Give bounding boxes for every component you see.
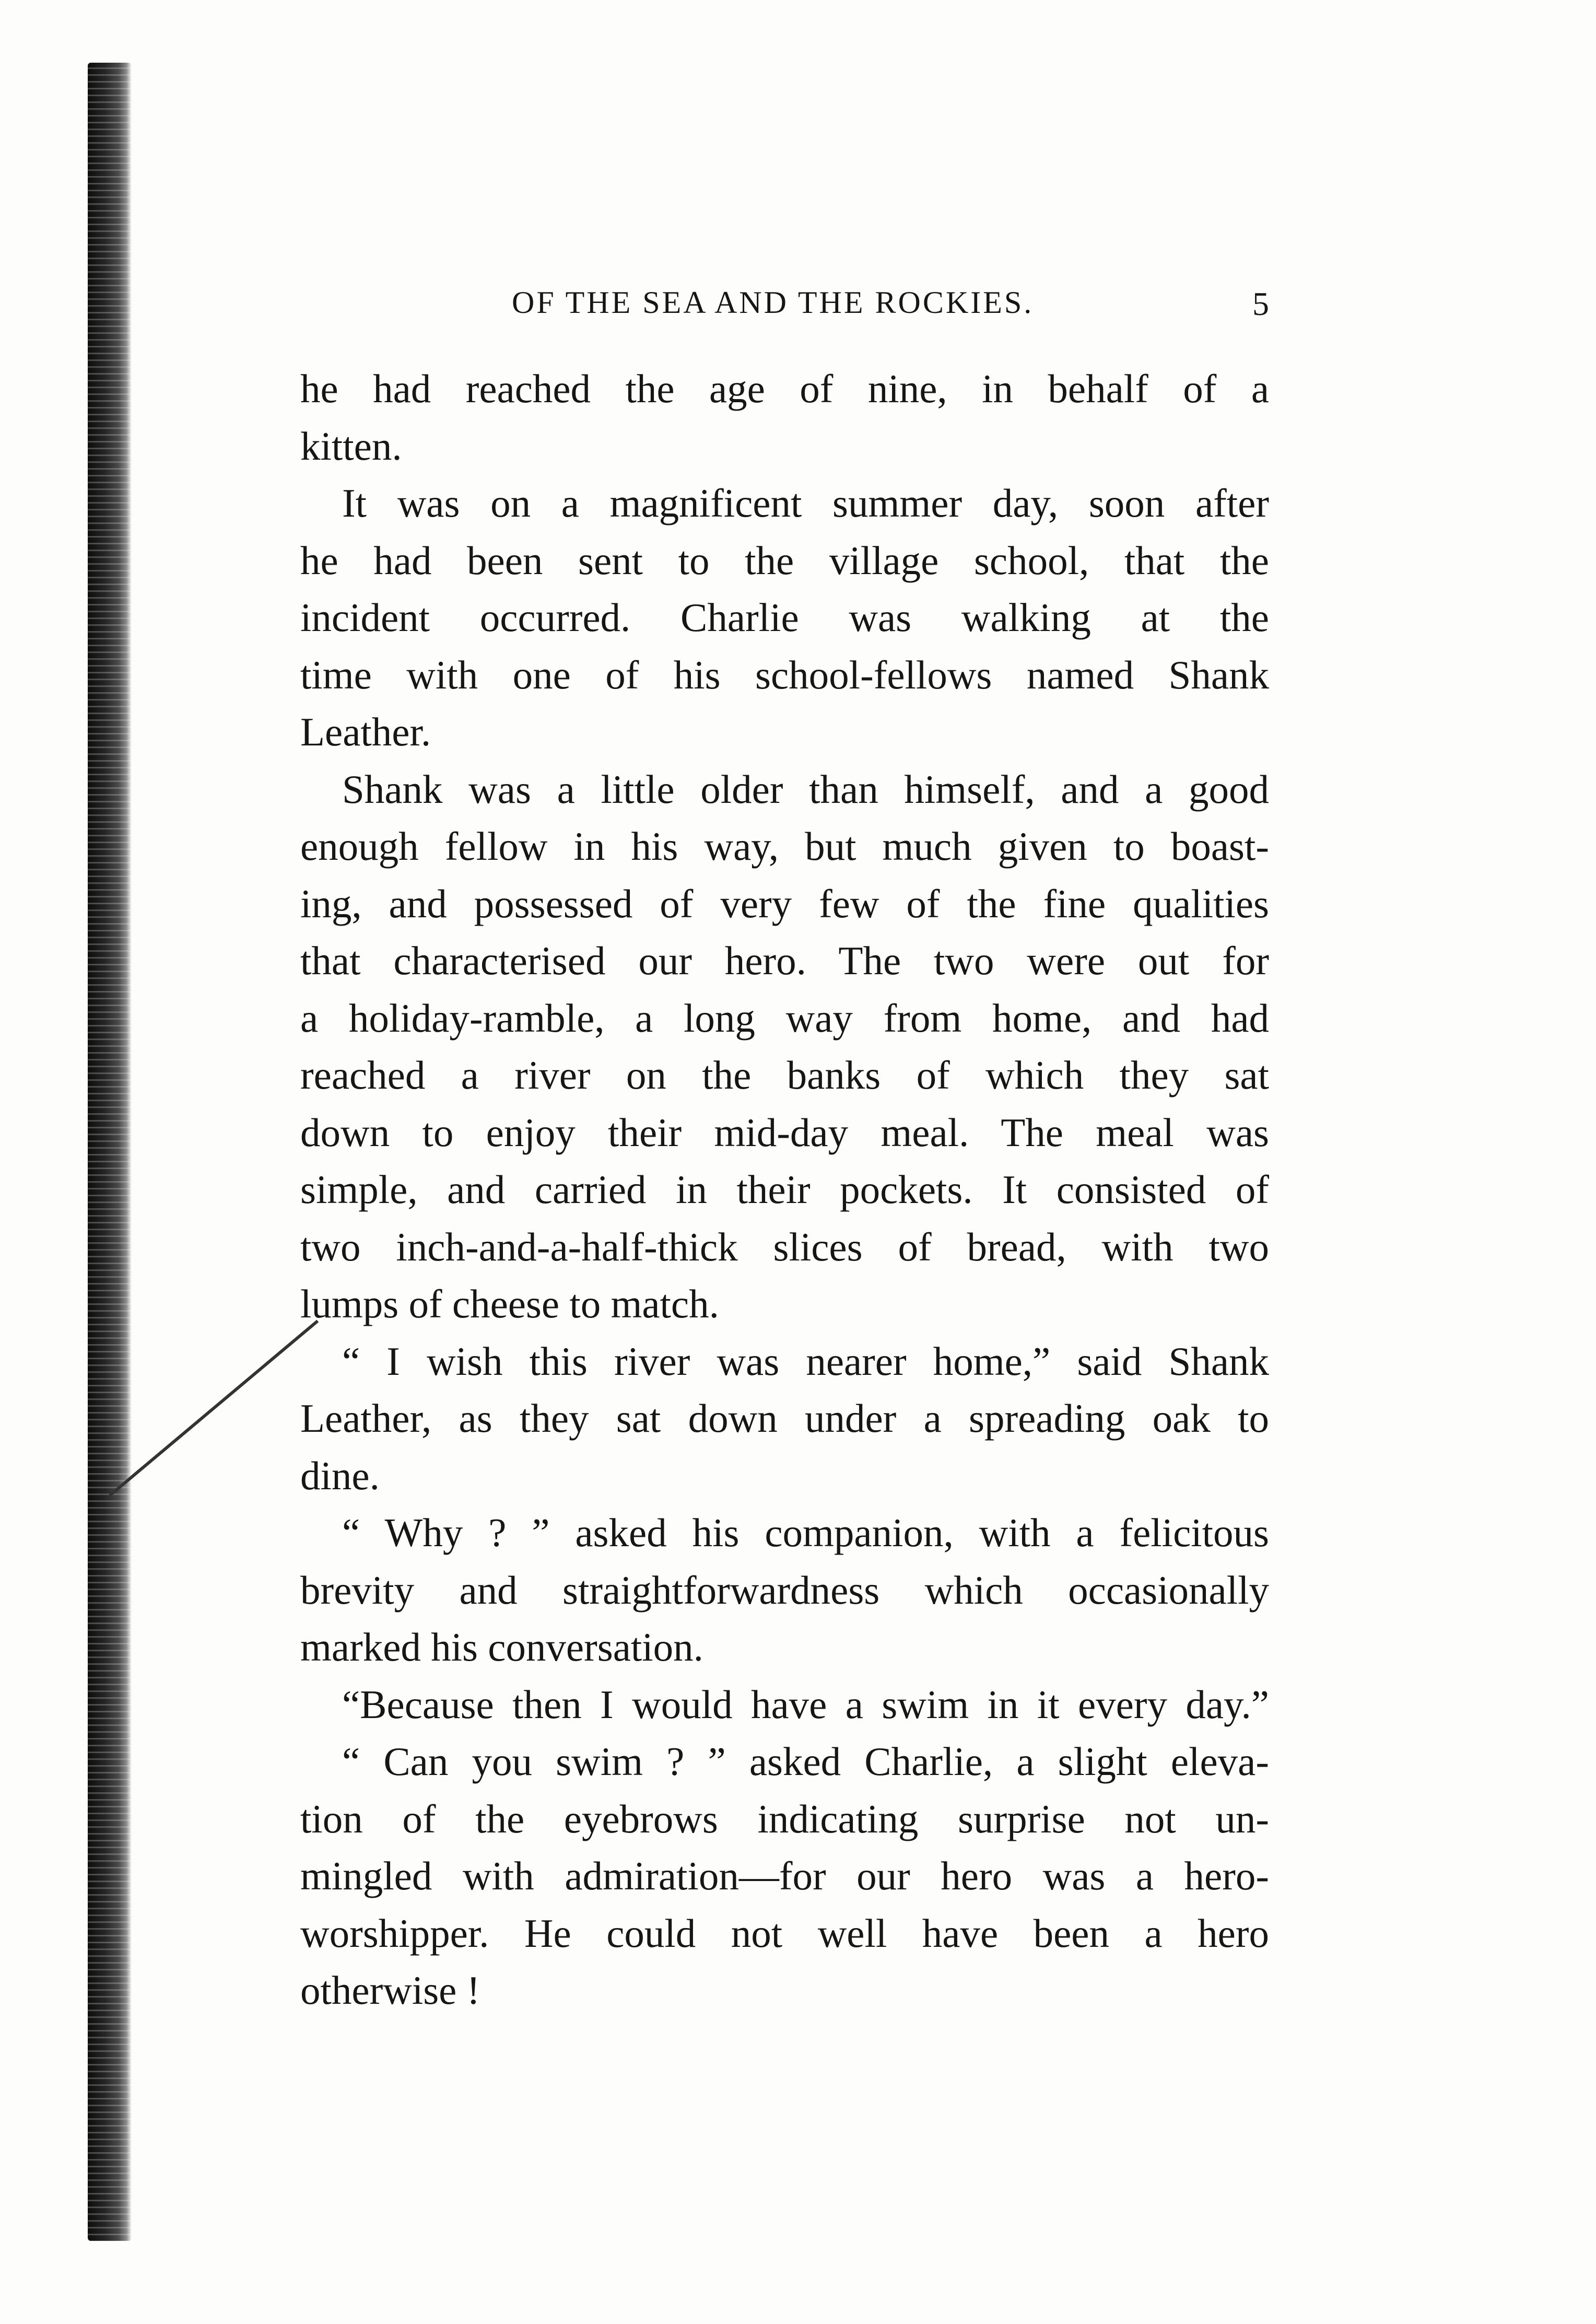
text-line: Shank was a little older than himself, and a good	[342, 766, 1269, 812]
text-line: “ I wish this river was nearer home,” said Shank	[342, 1338, 1269, 1384]
text-line: mingled with admiration—for our hero was a hero-	[300, 1853, 1269, 1898]
text-line: Leather, as they sat down under a spreading oak to	[300, 1396, 1269, 1441]
text-line: otherwise !	[300, 1968, 480, 2013]
page-header	[300, 285, 1269, 326]
text-line: tion of the eyebrows indicating surprise not un-	[300, 1796, 1269, 1841]
text-line: lumps of cheese to match.	[300, 1281, 719, 1326]
text-line: “Because then I would have a swim in it every day.”	[342, 1681, 1269, 1727]
text-line: time with one of his school-fellows named Shank	[300, 652, 1269, 697]
text-line: kitten.	[300, 423, 402, 469]
text-line: “ Why ? ” asked his companion, with a felicitous	[342, 1510, 1269, 1555]
text-line: ing, and possessed of very few of the fine qualities	[300, 881, 1269, 926]
text-line: he had reached the age of nine, in behalf of a	[300, 366, 1269, 411]
text-line: “ Can you swim ? ” asked Charlie, a slight eleva-	[342, 1739, 1269, 1784]
text-line: a holiday-ramble, a long way from home, and had	[300, 995, 1269, 1041]
text-line: two inch-and-a-half-thick slices of bread, with two	[300, 1224, 1269, 1269]
text-line: Leather.	[300, 709, 431, 754]
text-line: he had been sent to the village school, that the	[300, 538, 1269, 583]
text-line: brevity and straightforwardness which occasionally	[300, 1567, 1269, 1613]
text-line: worshipper. He could not well have been a hero	[300, 1910, 1269, 1956]
running-head: OF THE SEA AND THE ROCKIES.	[512, 285, 1034, 320]
text-line: down to enjoy their mid-day meal. The meal was	[300, 1110, 1269, 1155]
text-line: marked his conversation.	[300, 1625, 703, 1669]
text-line: reached a river on the banks of which they sat	[300, 1053, 1269, 1097]
text-line: incident occurred. Charlie was walking at the	[300, 595, 1269, 640]
pencil-mark	[109, 1319, 319, 1497]
book-binding-edge	[88, 63, 132, 2241]
body-text	[300, 360, 1269, 2019]
page-number: 5	[1252, 285, 1269, 322]
text-line: dine.	[300, 1453, 380, 1498]
text-line: enough fellow in his way, but much given to boast-	[300, 824, 1269, 869]
text-line: that characterised our hero. The two were out for	[300, 938, 1269, 983]
text-line: simple, and carried in their pockets. It consisted of	[300, 1167, 1269, 1212]
text-line: It was on a magnificent summer day, soon after	[342, 481, 1269, 525]
